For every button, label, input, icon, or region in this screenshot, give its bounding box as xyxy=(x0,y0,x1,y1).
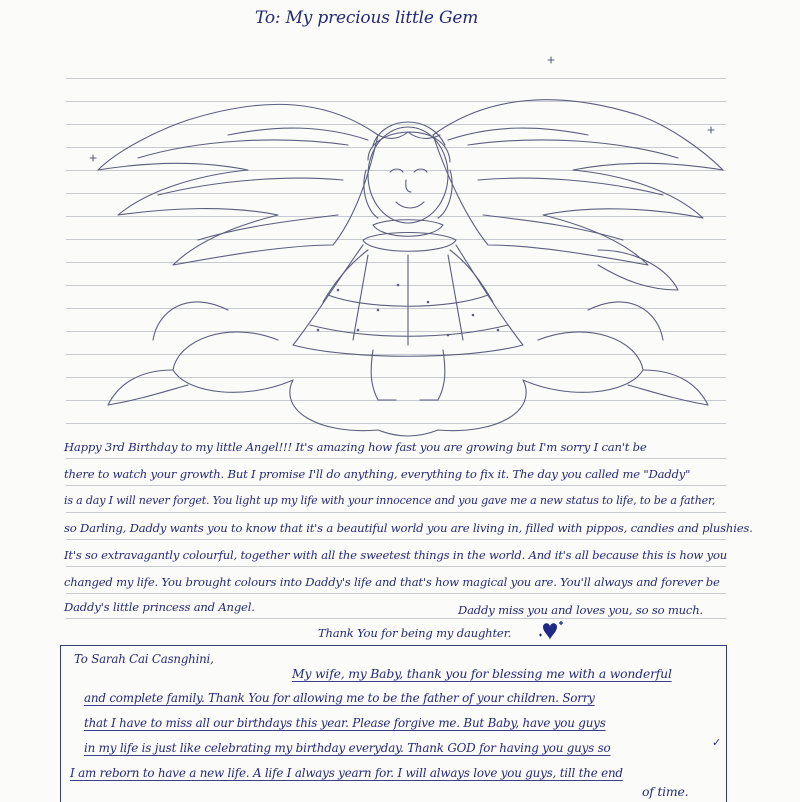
letter-line: so Darling, Daddy wants you to know that it's a beautiful world you are living in, filled with pippos, candies and plushies. xyxy=(64,521,753,535)
letter-line: is a day I will never forget. You light up my life with your innocence and you gave me a new status to life, to be a father, xyxy=(64,494,716,507)
closing-love: Daddy miss you and loves you, so so much. xyxy=(458,603,703,617)
wife-note-line: of time. xyxy=(642,784,689,799)
rule-line xyxy=(66,566,726,567)
rule-line xyxy=(66,618,726,619)
closing-thanks: Thank You for being my daughter. xyxy=(318,626,512,640)
check-mark: ✓ xyxy=(712,736,722,749)
letter-line: Happy 3rd Birthday to my little Angel!!! It's amazing how fast you are growing but I'm sorry I can't be xyxy=(64,440,647,454)
rule-line xyxy=(66,539,726,540)
rule-line xyxy=(66,512,726,513)
wife-note-line: and complete family. Thank You for allowing me to be the father of your children. Sorry xyxy=(84,691,595,705)
heart-icon xyxy=(537,621,565,643)
angel-illustration xyxy=(78,40,738,440)
letter-line: there to watch your growth. But I promise I'll do anything, everything to fix it. The day you called me "Daddy" xyxy=(64,467,691,481)
rule-line xyxy=(66,485,726,486)
wife-note-addressee: To Sarah Cai Casnghini, xyxy=(74,652,214,666)
rule-line xyxy=(66,593,726,594)
wife-note-line: in my life is just like celebrating my birthday everyday. Thank GOD for having you guys so xyxy=(84,741,611,755)
letter-line: Daddy's little princess and Angel. xyxy=(64,600,255,614)
wife-note-line: that I have to miss all our birthdays this year. Please forgive me. But Baby, have you guys xyxy=(84,716,606,730)
wife-note-line: My wife, my Baby, thank you for blessing me with a wonderful xyxy=(292,666,672,681)
letter-line: changed my life. You brought colours into Daddy's life and that's how magical you are. You'll always and forever be xyxy=(64,575,720,589)
letter-line: It's so extravagantly colourful, together with all the sweetest things in the world. And it's all because this is how you xyxy=(64,548,728,562)
rule-line xyxy=(66,458,726,459)
wife-note-line: I am reborn to have a new life. A life I always yearn for. I will always love you guys, till the end xyxy=(70,766,623,780)
salutation: To: My precious little Gem xyxy=(255,8,479,28)
